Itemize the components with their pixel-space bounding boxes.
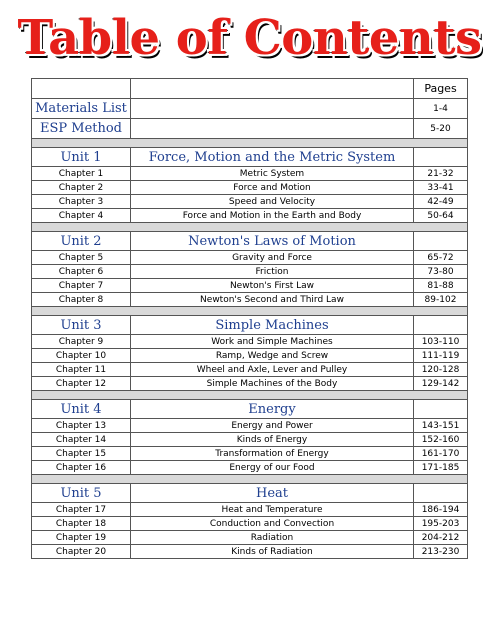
chapter-pages: 186-194 (414, 503, 468, 517)
chapter-title: Radiation (131, 531, 414, 545)
esp-method-blank-cell (131, 119, 414, 139)
unit-title: Heat (131, 484, 414, 503)
spacer-cell (32, 307, 468, 316)
chapter-pages: 120-128 (414, 363, 468, 377)
chapter-pages: 161-170 (414, 447, 468, 461)
chapter-row (32, 447, 468, 461)
esp-method-row (32, 119, 468, 139)
chapter-row (32, 503, 468, 517)
unit-pages-blank-cell (414, 148, 468, 167)
spacer-cell (32, 223, 468, 232)
spacer-cell (32, 391, 468, 400)
chapter-number: Chapter 10 (32, 349, 131, 363)
chapter-title: Newton's First Law (131, 279, 414, 293)
chapter-title: Force and Motion (131, 181, 414, 195)
materials-blank-cell (131, 99, 414, 119)
materials-label: Materials List (32, 99, 131, 119)
chapter-title: Kinds of Energy (131, 433, 414, 447)
esp-method-label: ESP Method (32, 119, 131, 139)
chapter-title: Gravity and Force (131, 251, 414, 265)
materials-pages: 1-4 (414, 99, 468, 119)
chapter-title: Conduction and Convection (131, 517, 414, 531)
header-blank-cell (131, 79, 414, 99)
chapter-row (32, 251, 468, 265)
unit-label: Unit 4 (32, 400, 131, 419)
chapter-pages: 50-64 (414, 209, 468, 223)
chapter-number: Chapter 14 (32, 433, 131, 447)
unit-label: Unit 1 (32, 148, 131, 167)
chapter-number: Chapter 6 (32, 265, 131, 279)
chapter-pages: 33-41 (414, 181, 468, 195)
chapter-title: Wheel and Axle, Lever and Pulley (131, 363, 414, 377)
chapter-row (32, 377, 468, 391)
materials-row (32, 99, 468, 119)
chapter-title: Simple Machines of the Body (131, 377, 414, 391)
chapter-pages: 152-160 (414, 433, 468, 447)
unit-row (32, 484, 468, 503)
chapter-title: Metric System (131, 167, 414, 181)
unit-row (32, 400, 468, 419)
chapter-pages: 213-230 (414, 545, 468, 559)
chapter-title: Kinds of Radiation (131, 545, 414, 559)
chapter-number: Chapter 16 (32, 461, 131, 475)
chapter-pages: 89-102 (414, 293, 468, 307)
header-blank-cell (32, 79, 131, 99)
chapter-number: Chapter 20 (32, 545, 131, 559)
chapter-title: Heat and Temperature (131, 503, 414, 517)
unit-row (32, 232, 468, 251)
chapter-pages: 204-212 (414, 531, 468, 545)
chapter-number: Chapter 15 (32, 447, 131, 461)
contents-table (31, 78, 468, 559)
spacer-row (32, 139, 468, 148)
unit-label: Unit 2 (32, 232, 131, 251)
chapter-number: Chapter 4 (32, 209, 131, 223)
chapter-row (32, 195, 468, 209)
unit-row (32, 148, 468, 167)
chapter-number: Chapter 5 (32, 251, 131, 265)
chapter-number: Chapter 19 (32, 531, 131, 545)
chapter-number: Chapter 9 (32, 335, 131, 349)
spacer-row (32, 391, 468, 400)
chapter-number: Chapter 8 (32, 293, 131, 307)
spacer-row (32, 475, 468, 484)
header-row (32, 79, 468, 99)
unit-pages-blank-cell (414, 316, 468, 335)
chapter-row (32, 363, 468, 377)
chapter-row (32, 279, 468, 293)
chapter-pages: 143-151 (414, 419, 468, 433)
spacer-cell (32, 475, 468, 484)
chapter-pages: 171-185 (414, 461, 468, 475)
pages-header: Pages (414, 79, 468, 99)
chapter-title: Energy of our Food (131, 461, 414, 475)
chapter-pages: 129-142 (414, 377, 468, 391)
chapter-title: Speed and Velocity (131, 195, 414, 209)
chapter-row (32, 433, 468, 447)
chapter-row (32, 265, 468, 279)
chapter-row (32, 349, 468, 363)
chapter-pages: 195-203 (414, 517, 468, 531)
chapter-number: Chapter 11 (32, 363, 131, 377)
chapter-number: Chapter 2 (32, 181, 131, 195)
chapter-pages: 81-88 (414, 279, 468, 293)
chapter-row (32, 167, 468, 181)
chapter-pages: 73-80 (414, 265, 468, 279)
unit-pages-blank-cell (414, 232, 468, 251)
unit-title: Energy (131, 400, 414, 419)
chapter-number: Chapter 7 (32, 279, 131, 293)
spacer-row (32, 307, 468, 316)
chapter-number: Chapter 12 (32, 377, 131, 391)
chapter-title: Ramp, Wedge and Screw (131, 349, 414, 363)
chapter-row (32, 209, 468, 223)
chapter-row (32, 419, 468, 433)
chapter-title: Transformation of Energy (131, 447, 414, 461)
chapter-row (32, 531, 468, 545)
spacer-row (32, 223, 468, 232)
chapter-row (32, 545, 468, 559)
chapter-row (32, 181, 468, 195)
chapter-pages: 103-110 (414, 335, 468, 349)
chapter-number: Chapter 1 (32, 167, 131, 181)
chapter-title: Work and Simple Machines (131, 335, 414, 349)
chapter-pages: 111-119 (414, 349, 468, 363)
unit-title: Newton's Laws of Motion (131, 232, 414, 251)
unit-label: Unit 5 (32, 484, 131, 503)
chapter-number: Chapter 13 (32, 419, 131, 433)
chapter-row (32, 293, 468, 307)
chapter-title: Force and Motion in the Earth and Body (131, 209, 414, 223)
page-title: Table of Contents (17, 10, 482, 66)
spacer-cell (32, 139, 468, 148)
chapter-pages: 21-32 (414, 167, 468, 181)
chapter-title: Energy and Power (131, 419, 414, 433)
chapter-pages: 65-72 (414, 251, 468, 265)
contents-body (32, 79, 468, 559)
chapter-number: Chapter 18 (32, 517, 131, 531)
chapter-number: Chapter 3 (32, 195, 131, 209)
unit-row (32, 316, 468, 335)
esp-method-pages: 5-20 (414, 119, 468, 139)
unit-label: Unit 3 (32, 316, 131, 335)
chapter-title: Newton's Second and Third Law (131, 293, 414, 307)
chapter-row (32, 517, 468, 531)
chapter-row (32, 335, 468, 349)
unit-title: Force, Motion and the Metric System (131, 148, 414, 167)
chapter-number: Chapter 17 (32, 503, 131, 517)
chapter-title: Friction (131, 265, 414, 279)
unit-pages-blank-cell (414, 400, 468, 419)
unit-pages-blank-cell (414, 484, 468, 503)
chapter-pages: 42-49 (414, 195, 468, 209)
unit-title: Simple Machines (131, 316, 414, 335)
chapter-row (32, 461, 468, 475)
